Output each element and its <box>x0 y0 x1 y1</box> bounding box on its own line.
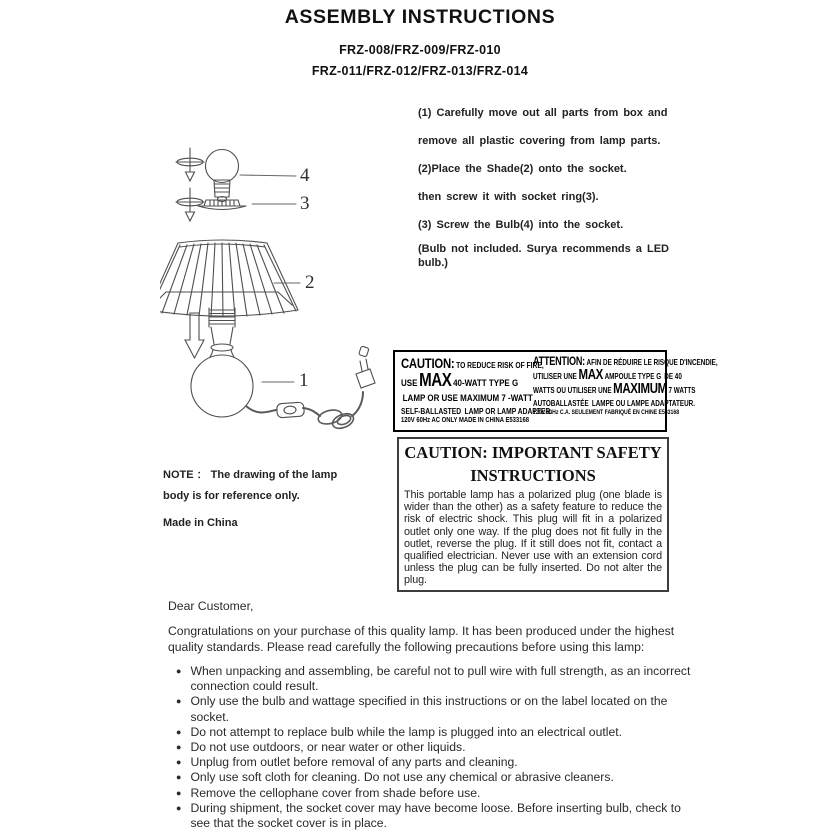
list-item: ● Only use soft cloth for cleaning. Do not use any chemical or abrasive cleaners. <box>176 770 614 785</box>
reference-note <box>163 469 337 530</box>
assembly-steps <box>418 106 698 284</box>
socket-ring-drawing <box>198 200 246 210</box>
lamp-body-drawing <box>191 355 253 417</box>
safety-body-text: This portable lamp has a polarized plug (one blade is wider than the other) as a safety feature to reduce the risk of electric shock. This plug will fit in a polarized outlet only one way. If the plug does not fit fully in the outlet, reverse the plug. If it still does not fit, contact a qualified electrician. Never use with an extension cord unless the plug can be fully inserted. Do not alter the plug. <box>404 489 662 587</box>
bullet-icon: ● <box>176 802 182 813</box>
caution-label-english: CAUTION: TO REDUCE RISK OF FIRE, USE MAX 40-WATT TYPE G LAMP OR USE MAXIMUM 7 -WATT SELF-BALLASTED LAMP OR LAMP ADAPTER. 120V 60Hz AC ONLY MADE IN CHINA E533168 <box>401 356 553 424</box>
list-item: ● When unpacking and assembling, be careful not to pull wire with full strength, as an incorrect connection could result. <box>176 664 691 694</box>
caution-label-french: ATTENTION: AFIN DE RÉDUIRE LE RISQUE D'INCENDIE, UTILISER UNE MAX AMPOULE TYPE G DE 40 WATTS OU UTILISER UNE MAXIMUM 7 WATTS AUTOBALLASTÉE LAMPE OU LAMPE ADAPTATEUR. 120V 60Hz C.A. SEULEMENT FABRIQUÉ EN CHINE E533168 <box>533 356 718 416</box>
bullet-icon: ● <box>176 757 182 768</box>
model-line-1: FRZ-008/FRZ-009/FRZ-010 <box>339 43 501 57</box>
list-item: ● During shipment, the socket cover may have become loose. Before inserting bulb, check to see that the socket cover is in place. <box>176 800 681 831</box>
leader-line-4 <box>240 175 296 176</box>
letter-intro: Congratulations on your purchase of this quality lamp. It has been produced under the highest quality standards. Please read carefully the following precautions before using this lamp: <box>168 624 675 654</box>
list-item: ● Do not attempt to replace bulb while the lamp is plugged into an electrical outlet. <box>176 724 622 739</box>
plug-drawing <box>356 346 375 388</box>
note-line-1: NOTE ： The drawing of the lamp <box>163 469 338 481</box>
part-number-2: 2 <box>305 272 315 293</box>
customer-letter <box>168 599 695 831</box>
lamp-assembly-diagram <box>160 140 395 450</box>
attention-heading: ATTENTION: <box>533 356 585 368</box>
step-line-4: then screw it with socket ring(3). <box>418 191 599 203</box>
caution-heading: CAUTION: <box>401 356 455 371</box>
list-item: ● Only use the bulb and wattage specified in this instructions or on the label located on the socket. <box>176 694 668 724</box>
screw-motion-icon <box>176 148 204 181</box>
screw-motion-icon <box>176 188 204 221</box>
step-line-2: remove all plastic covering from lamp parts. <box>418 135 661 147</box>
step-line-3: (2)Place the Shade(2) onto the socket. <box>418 163 627 175</box>
precaution-list <box>168 664 695 831</box>
step-line-5: (3) Screw the Bulb(4) into the socket. <box>418 219 624 231</box>
salutation: Dear Customer, <box>168 599 254 613</box>
bullet-icon: ● <box>176 696 182 707</box>
bullet-icon: ● <box>176 666 182 676</box>
note-line-2: body is for reference only. <box>163 490 300 502</box>
made-in-china: Made in China <box>163 517 238 529</box>
bulb-drawing <box>206 150 239 202</box>
socket-drawing <box>209 308 235 357</box>
bullet-icon: ● <box>176 772 182 783</box>
safety-title: CAUTION: IMPORTANT SAFETY INSTRUCTIONS <box>404 443 662 485</box>
bullet-icon: ● <box>176 742 182 753</box>
caution-rating-label <box>393 350 718 432</box>
cord-switch-drawing <box>277 402 305 418</box>
step-line-1: (1) Carefully move out all parts from box and <box>418 107 668 119</box>
bullet-icon: ● <box>176 787 182 798</box>
model-numbers <box>0 40 840 82</box>
list-item: ● Remove the cellophane cover from shade before use. <box>176 785 481 800</box>
shade-drawing <box>160 240 298 317</box>
safety-instructions-box <box>397 437 669 592</box>
bullet-icon: ● <box>176 726 182 737</box>
step-line-6: (Bulb not included. Surya recommends a LED bulb.) <box>418 243 669 269</box>
part-number-4: 4 <box>300 165 310 186</box>
page-title: ASSEMBLY INSTRUCTIONS <box>284 6 556 28</box>
model-line-2: FRZ-011/FRZ-012/FRZ-013/FRZ-014 <box>311 64 529 78</box>
part-number-3: 3 <box>300 193 310 214</box>
down-arrow-icon <box>185 313 204 358</box>
part-number-1: 1 <box>299 370 309 391</box>
cord-coil-drawing <box>317 408 356 431</box>
list-item: ● Do not use outdoors, or near water or other liquids. <box>176 740 466 755</box>
list-item: ● Unplug from outlet before removal of any parts and cleaning. <box>176 755 518 770</box>
